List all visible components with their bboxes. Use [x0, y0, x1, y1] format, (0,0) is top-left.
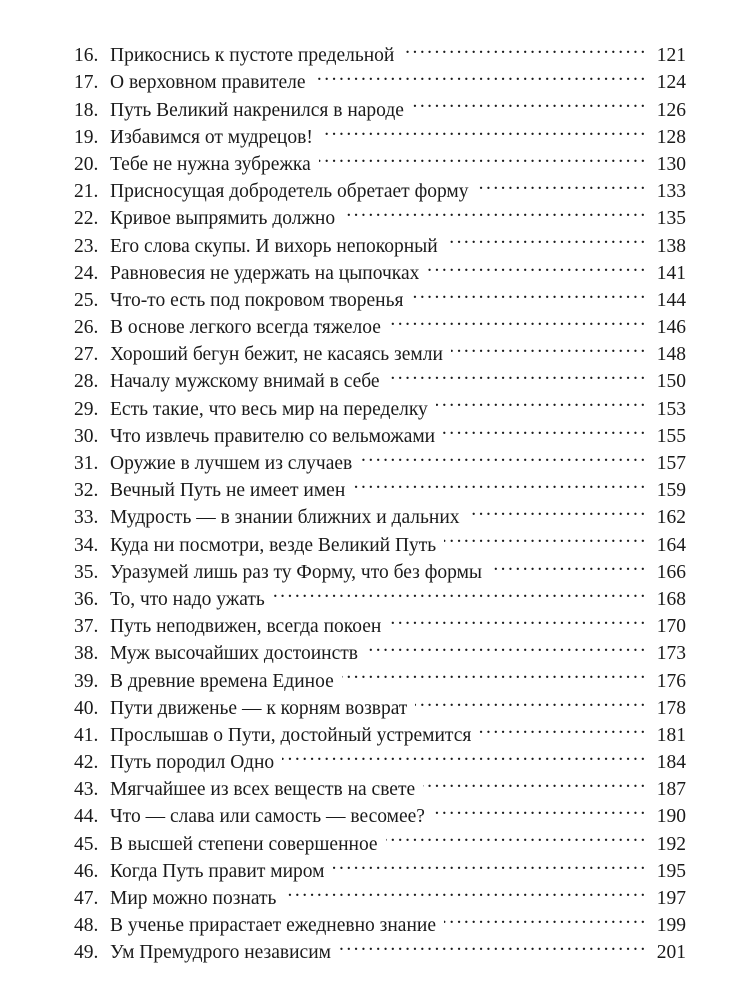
toc-entry-page: 130	[656, 153, 686, 175]
toc-entry-page: 124	[656, 72, 686, 94]
toc-entry-title: Мягчайшее из всех веществ на свете	[110, 779, 416, 801]
toc-entry-title: Избавимся от мудрецов!	[110, 126, 313, 148]
toc-entry-number: 48.	[74, 915, 99, 937]
toc-entry-page: 133	[656, 181, 686, 203]
toc-entry-title: Муж высочайших достоинств	[110, 643, 358, 665]
toc-entry-number: 29.	[74, 398, 99, 420]
toc-entry-title: Оружие в лучшем из случаев	[110, 453, 353, 474]
dot-leader	[366, 632, 644, 659]
dot-leader	[343, 197, 644, 224]
toc-entry-page: 121	[656, 45, 686, 67]
toc-entry-title: О верховном правителе	[110, 72, 306, 94]
toc-entry-page: 135	[656, 208, 686, 230]
dot-leader	[339, 931, 644, 958]
toc-entry-title: Вечный Путь не имеет имен	[110, 480, 346, 502]
dot-leader	[314, 61, 645, 88]
toc-entry-page: 178	[656, 697, 686, 719]
toc-entry-title: Тебе не нужна зубрежка	[110, 153, 311, 175]
dot-leader	[415, 687, 644, 714]
toc-entry-title: Кривое выпрямить должно	[110, 208, 336, 230]
toc-entry-number: 44.	[74, 806, 99, 828]
toc-entry-title: В основе легкого всегда тяжелое	[110, 317, 381, 339]
toc-entry-number: 31.	[74, 453, 99, 474]
toc-entry-page: 128	[656, 126, 686, 148]
toc-entry-page: 150	[656, 371, 686, 393]
dot-leader	[443, 415, 644, 442]
dot-leader	[273, 578, 644, 605]
dot-leader	[444, 904, 644, 931]
toc-entry-page: 195	[656, 860, 686, 882]
dot-leader	[427, 252, 644, 279]
toc-entry-number: 36.	[74, 588, 99, 610]
toc-entry-number: 35.	[74, 561, 99, 583]
toc-entry-title: Куда ни посмотри, везде Великий Путь	[110, 534, 437, 556]
toc-entry-number: 22.	[74, 208, 99, 230]
toc-entry-title: Путь породил Одно	[110, 752, 275, 774]
toc-entry-number: 32.	[74, 480, 99, 502]
toc-entry-number: 47.	[74, 888, 99, 909]
dot-leader	[411, 279, 644, 306]
toc-entry-number: 17.	[74, 72, 99, 94]
toc-entry-page: 146	[656, 317, 686, 339]
toc-entry-page: 173	[656, 643, 686, 665]
dot-leader	[389, 306, 644, 333]
toc-entry-title: Прослышав о Пути, достойный устремится	[110, 724, 472, 746]
toc-entry-number: 41.	[74, 724, 99, 746]
dot-leader	[360, 442, 644, 469]
dot-leader	[333, 850, 644, 877]
dot-leader	[353, 469, 644, 496]
toc-entry-title: Мудрость — в знании ближних и дальних	[110, 507, 460, 529]
dot-leader	[423, 768, 644, 795]
toc-entry-page: 159	[656, 480, 686, 502]
toc-entry-title: Прикоснись к пустоте предельной	[110, 45, 395, 67]
toc-entry-page: 176	[656, 670, 686, 692]
toc-entry-title: Началу мужскому внимай в себе	[110, 371, 380, 393]
toc-entry-page: 153	[656, 398, 686, 420]
toc-entry-page: 162	[656, 507, 686, 529]
toc-entry-title: Что извлечь правителю со вельможами	[110, 425, 436, 447]
toc-entry-page: 201	[656, 942, 686, 964]
toc-entry-number: 42.	[74, 752, 99, 774]
toc-entry-number: 23.	[74, 235, 99, 257]
toc-entry-number: 26.	[74, 317, 99, 339]
toc-entry-title: Есть такие, что весь мир на переделку	[110, 398, 428, 420]
toc-entry-page: 199	[656, 915, 686, 937]
toc-entry-title: В древние времена Единое	[110, 670, 334, 692]
dot-leader	[386, 822, 644, 849]
toc-entry-number: 39.	[74, 670, 99, 692]
toc-entry-page: 166	[656, 561, 686, 583]
toc-entry-number: 30.	[74, 425, 99, 447]
dot-leader	[451, 333, 644, 360]
toc-entry-page: 138	[656, 235, 686, 257]
toc-entry-page: 144	[656, 289, 686, 311]
table-of-contents	[74, 34, 686, 964]
toc-entry-title: То, что надо ужать	[110, 588, 265, 610]
toc-entry-number: 21.	[74, 181, 99, 203]
toc-entry-title: Когда Путь правит миром	[110, 860, 325, 882]
toc-entry-number: 37.	[74, 616, 99, 638]
toc-entry-number: 16.	[74, 45, 99, 67]
toc-entry-number: 49.	[74, 942, 99, 964]
toc-entry-number: 34.	[74, 534, 99, 556]
toc-entry-number: 45.	[74, 833, 99, 855]
toc-entry-number: 24.	[74, 262, 99, 284]
dot-leader	[388, 360, 644, 387]
dot-leader	[433, 795, 644, 822]
dot-leader	[477, 170, 644, 197]
toc-entry-title: Уразумей лишь раз ту Форму, что без формы	[110, 561, 483, 583]
toc-entry-number: 19.	[74, 126, 99, 148]
toc-entry-number: 40.	[74, 697, 99, 719]
dot-leader	[479, 714, 644, 741]
toc-entry-number: 38.	[74, 643, 99, 665]
toc-entry-page: 187	[656, 779, 686, 801]
toc-entry-title: В высшей степени совершенное	[110, 833, 378, 855]
toc-entry-number: 46.	[74, 860, 99, 882]
toc-entry-page: 181	[656, 724, 686, 746]
toc-entry-title: Путь неподвижен, всегда покоен	[110, 616, 382, 638]
toc-entry-page: 126	[656, 99, 686, 121]
toc-entry-page: 168	[656, 588, 686, 610]
toc-entry-title: Путь Великий накренился в народе	[110, 99, 404, 121]
toc-entry-page: 197	[656, 888, 686, 909]
toc-entry-title: Присносущая добродетель обретает форму	[110, 181, 469, 203]
toc-entry-number: 43.	[74, 779, 99, 801]
toc-entry-page: 192	[656, 833, 686, 855]
dot-leader	[284, 877, 644, 904]
toc-entry-number: 20.	[74, 153, 99, 175]
dot-leader	[490, 551, 644, 578]
toc-entry-page: 155	[656, 425, 686, 447]
toc-entry-number: 25.	[74, 289, 99, 311]
toc-entry-page: 148	[656, 344, 686, 366]
toc-entry-number: 27.	[74, 344, 99, 366]
dot-leader	[321, 116, 644, 143]
dot-leader	[468, 496, 644, 523]
toc-entry-page: 164	[656, 534, 686, 556]
dot-leader	[436, 387, 644, 414]
toc-entry-number: 18.	[74, 99, 99, 121]
toc-entry-title: Хороший бегун бежит, не касаясь земли	[110, 344, 443, 366]
toc-entry-page: 157	[656, 453, 686, 474]
dot-leader	[412, 88, 644, 115]
toc-entry-page: 190	[656, 806, 686, 828]
dot-leader	[319, 143, 644, 170]
toc-entry-title: Что — слава или самость — весомее?	[110, 806, 425, 828]
dot-leader	[446, 224, 644, 251]
dot-leader	[389, 605, 644, 632]
toc-entry-title: Мир можно познать	[110, 888, 277, 909]
toc-entry-number: 33.	[74, 507, 99, 529]
toc-entry-title: Его слова скупы. И вихорь непокорный	[110, 235, 438, 257]
toc-entry-page: 141	[656, 262, 686, 284]
dot-leader	[402, 34, 644, 61]
toc-entry-page: 184	[656, 752, 686, 774]
dot-leader	[342, 659, 644, 686]
toc-entry-title: Что-то есть под покровом творенья	[110, 289, 404, 311]
toc-entry-title: Равновесия не удержать на цыпочках	[110, 262, 420, 284]
toc-entry-number: 28.	[74, 371, 99, 393]
toc-entry-title: В ученье прирастает ежедневно знание	[110, 915, 436, 937]
toc-entry	[74, 34, 686, 67]
dot-leader	[444, 523, 644, 550]
dot-leader	[282, 741, 644, 768]
toc-entry-page: 170	[656, 616, 686, 638]
toc-entry-title: Ум Премудрого независим	[110, 942, 331, 964]
toc-entry-title: Пути движенье — к корням возврат	[110, 697, 408, 719]
